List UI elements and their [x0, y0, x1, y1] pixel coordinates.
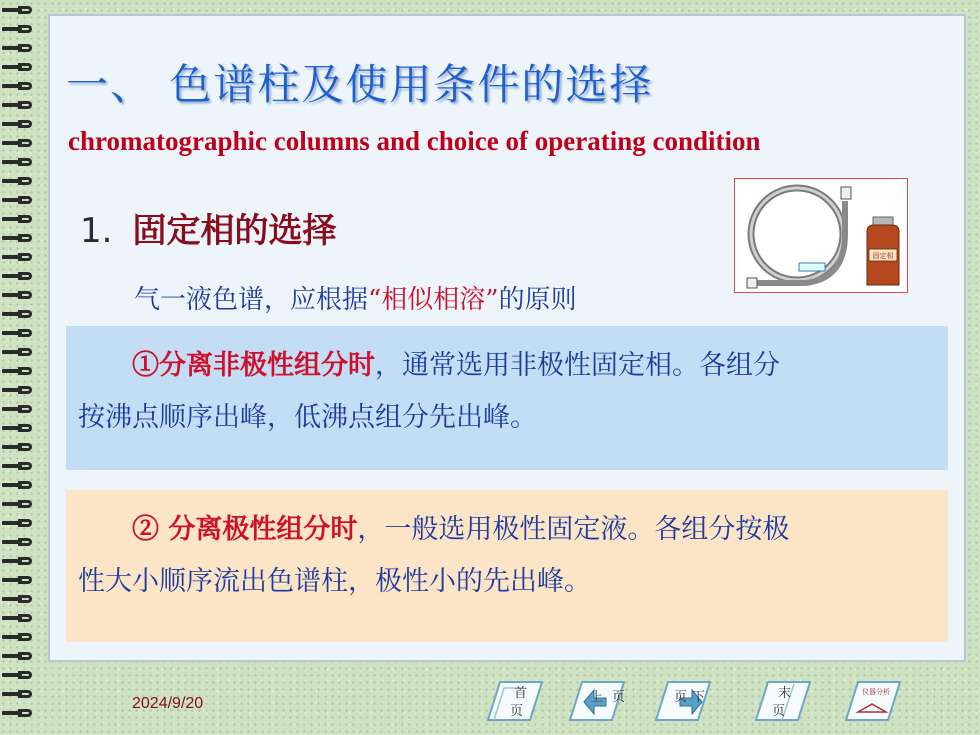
note-nonpolar-line1: ，通常选用非极性固定相。各组分 — [375, 350, 780, 381]
slide-subtitle: chromatographic columns and choice of operating condition — [68, 126, 761, 156]
binding-ring — [2, 481, 32, 489]
binding-ring — [2, 424, 32, 432]
binding-ring — [2, 443, 32, 451]
prev-page-label-bottom: 页 — [612, 690, 626, 705]
binding-ring — [2, 272, 32, 280]
principle-highlight: “相似相溶” — [368, 285, 499, 315]
binding-ring — [2, 614, 32, 622]
binding-ring — [2, 462, 32, 470]
note-nonpolar-emphasis: ①分离非极性组分时 — [132, 350, 375, 381]
binding-ring — [2, 557, 32, 565]
binding-ring — [2, 595, 32, 603]
note-polar — [66, 490, 948, 642]
last-page-label-bottom: 页 — [772, 704, 786, 719]
binding-ring — [2, 405, 32, 413]
bottle-label: 固定相 — [872, 252, 894, 260]
prev-page-label-top: 上 — [590, 690, 604, 705]
binding-ring — [2, 690, 32, 698]
book-icon — [842, 676, 904, 724]
binding-ring — [2, 158, 32, 166]
principle-before: 气一液色谱，应根据 — [134, 285, 369, 315]
next-page-button[interactable] — [652, 676, 714, 724]
slide-date: 2024/9/20 — [132, 695, 204, 712]
first-page-label-bottom: 页 — [510, 704, 524, 719]
binding-ring — [2, 196, 32, 204]
binding-ring — [2, 671, 32, 679]
binding-ring — [2, 120, 32, 128]
first-page-label-top: 首 — [514, 686, 528, 701]
note-polar-emphasis: ② 分离极性组分时 — [132, 514, 358, 545]
prev-page-button[interactable] — [566, 676, 628, 724]
binding-ring — [2, 652, 32, 660]
binding-ring — [2, 253, 32, 261]
binding-ring — [2, 215, 32, 223]
last-page-button[interactable] — [752, 676, 814, 724]
binding-ring — [2, 44, 32, 52]
column-illustration — [734, 178, 908, 293]
binding-ring — [2, 576, 32, 584]
binding-ring — [2, 709, 32, 717]
binding-ring — [2, 63, 32, 71]
course-logo-button[interactable] — [842, 676, 904, 724]
principle-text — [134, 279, 577, 316]
binding-ring — [2, 633, 32, 641]
binding-ring — [2, 386, 32, 394]
spiral-binding — [0, 0, 40, 735]
next-page-label-bottom: 下 — [692, 690, 706, 705]
last-page-label-top: 末 — [778, 686, 792, 701]
binding-ring — [2, 25, 32, 33]
binding-ring — [2, 329, 32, 337]
binding-ring — [2, 367, 32, 375]
binding-ring — [2, 177, 32, 185]
binding-ring — [2, 234, 32, 242]
note-polar-line2: 性大小顺序流出色谱柱，极性小的先出峰。 — [78, 566, 591, 597]
principle-after: 的原则 — [498, 285, 577, 315]
section-number: 1. — [80, 211, 113, 251]
first-page-button[interactable] — [484, 676, 546, 724]
binding-ring — [2, 519, 32, 527]
binding-ring — [2, 500, 32, 508]
binding-ring — [2, 310, 32, 318]
note-nonpolar-line2: 按沸点顺序出峰，低沸点组分先出峰。 — [78, 402, 537, 433]
binding-ring — [2, 82, 32, 90]
section-title: 固定相的选择 — [132, 211, 337, 251]
note-nonpolar — [66, 326, 948, 470]
slide-title: 一、 色谱柱及使用条件的选择 — [66, 60, 654, 109]
binding-ring — [2, 291, 32, 299]
logo-text: 仪器分析 — [862, 688, 890, 696]
section-heading — [80, 203, 336, 252]
binding-ring — [2, 538, 32, 546]
chromatography-column-icon — [735, 179, 907, 292]
binding-ring — [2, 139, 32, 147]
binding-ring — [2, 101, 32, 109]
next-page-label-top: 页 — [674, 690, 688, 705]
note-polar-line1: ，一般选用极性固定液。各组分按极 — [357, 514, 790, 545]
binding-ring — [2, 348, 32, 356]
binding-ring — [2, 6, 32, 14]
